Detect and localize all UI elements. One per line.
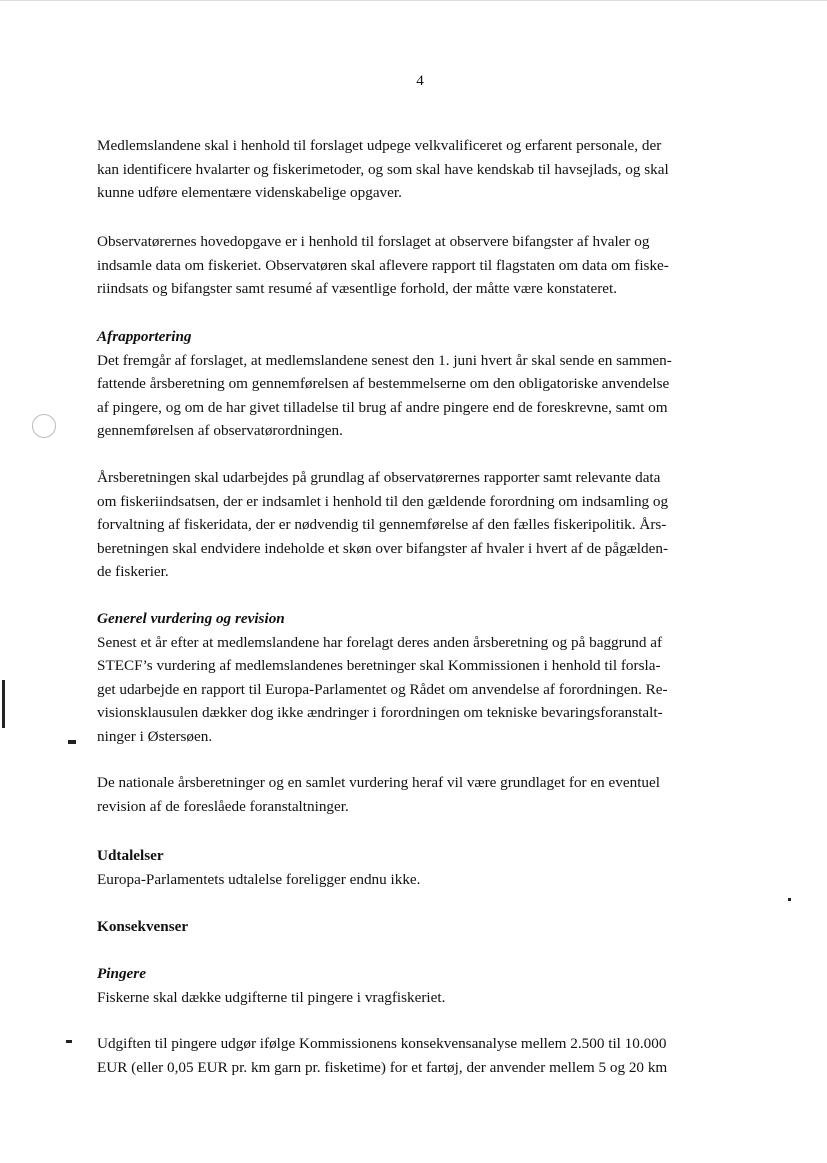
text-line: om fiskeriindsatsen, der er indsamlet i henhold til den gældende forordning om indsamling og — [97, 492, 669, 510]
text-line: de fiskerier. — [97, 563, 169, 580]
text-line: get udarbejde en rapport til Europa-Parlamentet og Rådet om anvendelse af forordningen. Re- — [97, 680, 668, 698]
text-line: forvaltning af fiskeridata, der er nødvendig til gennemførelse af den fælles fiskeripolitik. Års- — [97, 516, 667, 533]
text-line: De nationale årsberetninger og en samlet vurdering heraf vil være grundlaget for en eventuel — [97, 774, 660, 791]
text-line: EUR (eller 0,05 EUR pr. km garn pr. fisketime) for et fartøj, der anvender mellem 5 og 20 km — [97, 1058, 668, 1076]
scan-top-edge — [0, 0, 827, 1]
paragraph-annual-report — [97, 466, 737, 584]
text-line: indsamle data om fiskeriet. Observatøren skal aflevere rapport til flagstaten om data om fiske- — [97, 256, 669, 274]
scan-speck — [66, 1040, 72, 1043]
text-line: kan identificere hvalarter og fiskerimetoder, og som skal have kendskab til havsejlads, og skal — [97, 160, 669, 178]
text-line: Det fremgår af forslaget, at medlemslandene senest den 1. juni hvert år skal sende en sammen- — [97, 351, 672, 369]
scan-speck — [68, 740, 76, 744]
text-line: riindsats og bifangster samt resumé af væsentlige forhold, der måtte være konstateret. — [97, 280, 618, 297]
text-line: beretningen skal endvidere indeholde et skøn over bifangster af hvaler i hvert af de pågælden- — [97, 539, 669, 557]
text-line: fattende årsberetning om gennemførelsen af bestemmelserne om den obligatoriske anvendelse — [97, 375, 670, 392]
text-line: STECF’s vurdering af medlemslandenes beretninger skal Kommissionen i henhold til forsla- — [97, 657, 661, 674]
text-line: Senest et år efter at medlemslandene har forelagt deres anden årsberetning og på baggrund af — [97, 633, 663, 651]
text-line: ninger i Østersøen. — [97, 727, 213, 745]
section-generel-vurdering — [97, 607, 737, 748]
section-konsekvenser — [97, 915, 737, 939]
paragraph-observer-tasks — [97, 230, 737, 301]
text-line: revision af de foreslåede foranstaltninger. — [97, 797, 349, 815]
text-line: visionsklausulen dækker dog ikke ændringer i forordningen om tekniske bevaringsforanstalt- — [97, 704, 663, 721]
section-heading: Generel vurdering og revision — [97, 610, 285, 627]
text-line: Årsberetningen skal udarbejdes på grundlag af observatørernes rapporter samt relevante data — [97, 469, 661, 486]
text-line: Europa-Parlamentets udtalelse foreligger endnu ikke. — [97, 870, 421, 888]
section-heading: Afrapportering — [97, 328, 192, 345]
section-afrapportering — [97, 325, 737, 443]
scan-speck — [788, 898, 791, 901]
paragraph-national-reports — [97, 771, 737, 818]
section-heading: Udtalelser — [97, 847, 164, 864]
text-line: Udgiften til pingere udgør ifølge Kommissionens konsekvensanalyse mellem 2.500 til 10.000 — [97, 1035, 667, 1052]
section-heading: Pingere — [97, 965, 146, 982]
paragraph-pinger-cost — [97, 1032, 737, 1079]
paragraph-observer-qualifications — [97, 134, 737, 205]
section-pingere — [97, 962, 737, 1009]
scan-edge-mark — [2, 680, 5, 728]
text-line: af pingere, og om de har givet tilladelse til brug af andre pingere end de foreskrevne, samt om — [97, 398, 668, 416]
section-heading: Konsekvenser — [97, 918, 189, 935]
text-line: gennemførelsen af observatørordningen. — [97, 422, 343, 439]
text-line: Fiskerne skal dække udgifterne til pingere i vragfiskeriet. — [97, 988, 446, 1006]
section-udtalelser — [97, 844, 737, 891]
page-number: 4 — [416, 73, 424, 89]
text-line: Medlemslandene skal i henhold til forslaget udpege velkvalificeret og erfarent personale, der — [97, 137, 662, 154]
punch-hole-mark — [32, 414, 56, 438]
text-line: kunne udføre elementære videnskabelige opgaver. — [97, 184, 402, 201]
text-line: Observatørernes hovedopgave er i henhold til forslaget at observere bifangster af hvaler og — [97, 233, 650, 250]
